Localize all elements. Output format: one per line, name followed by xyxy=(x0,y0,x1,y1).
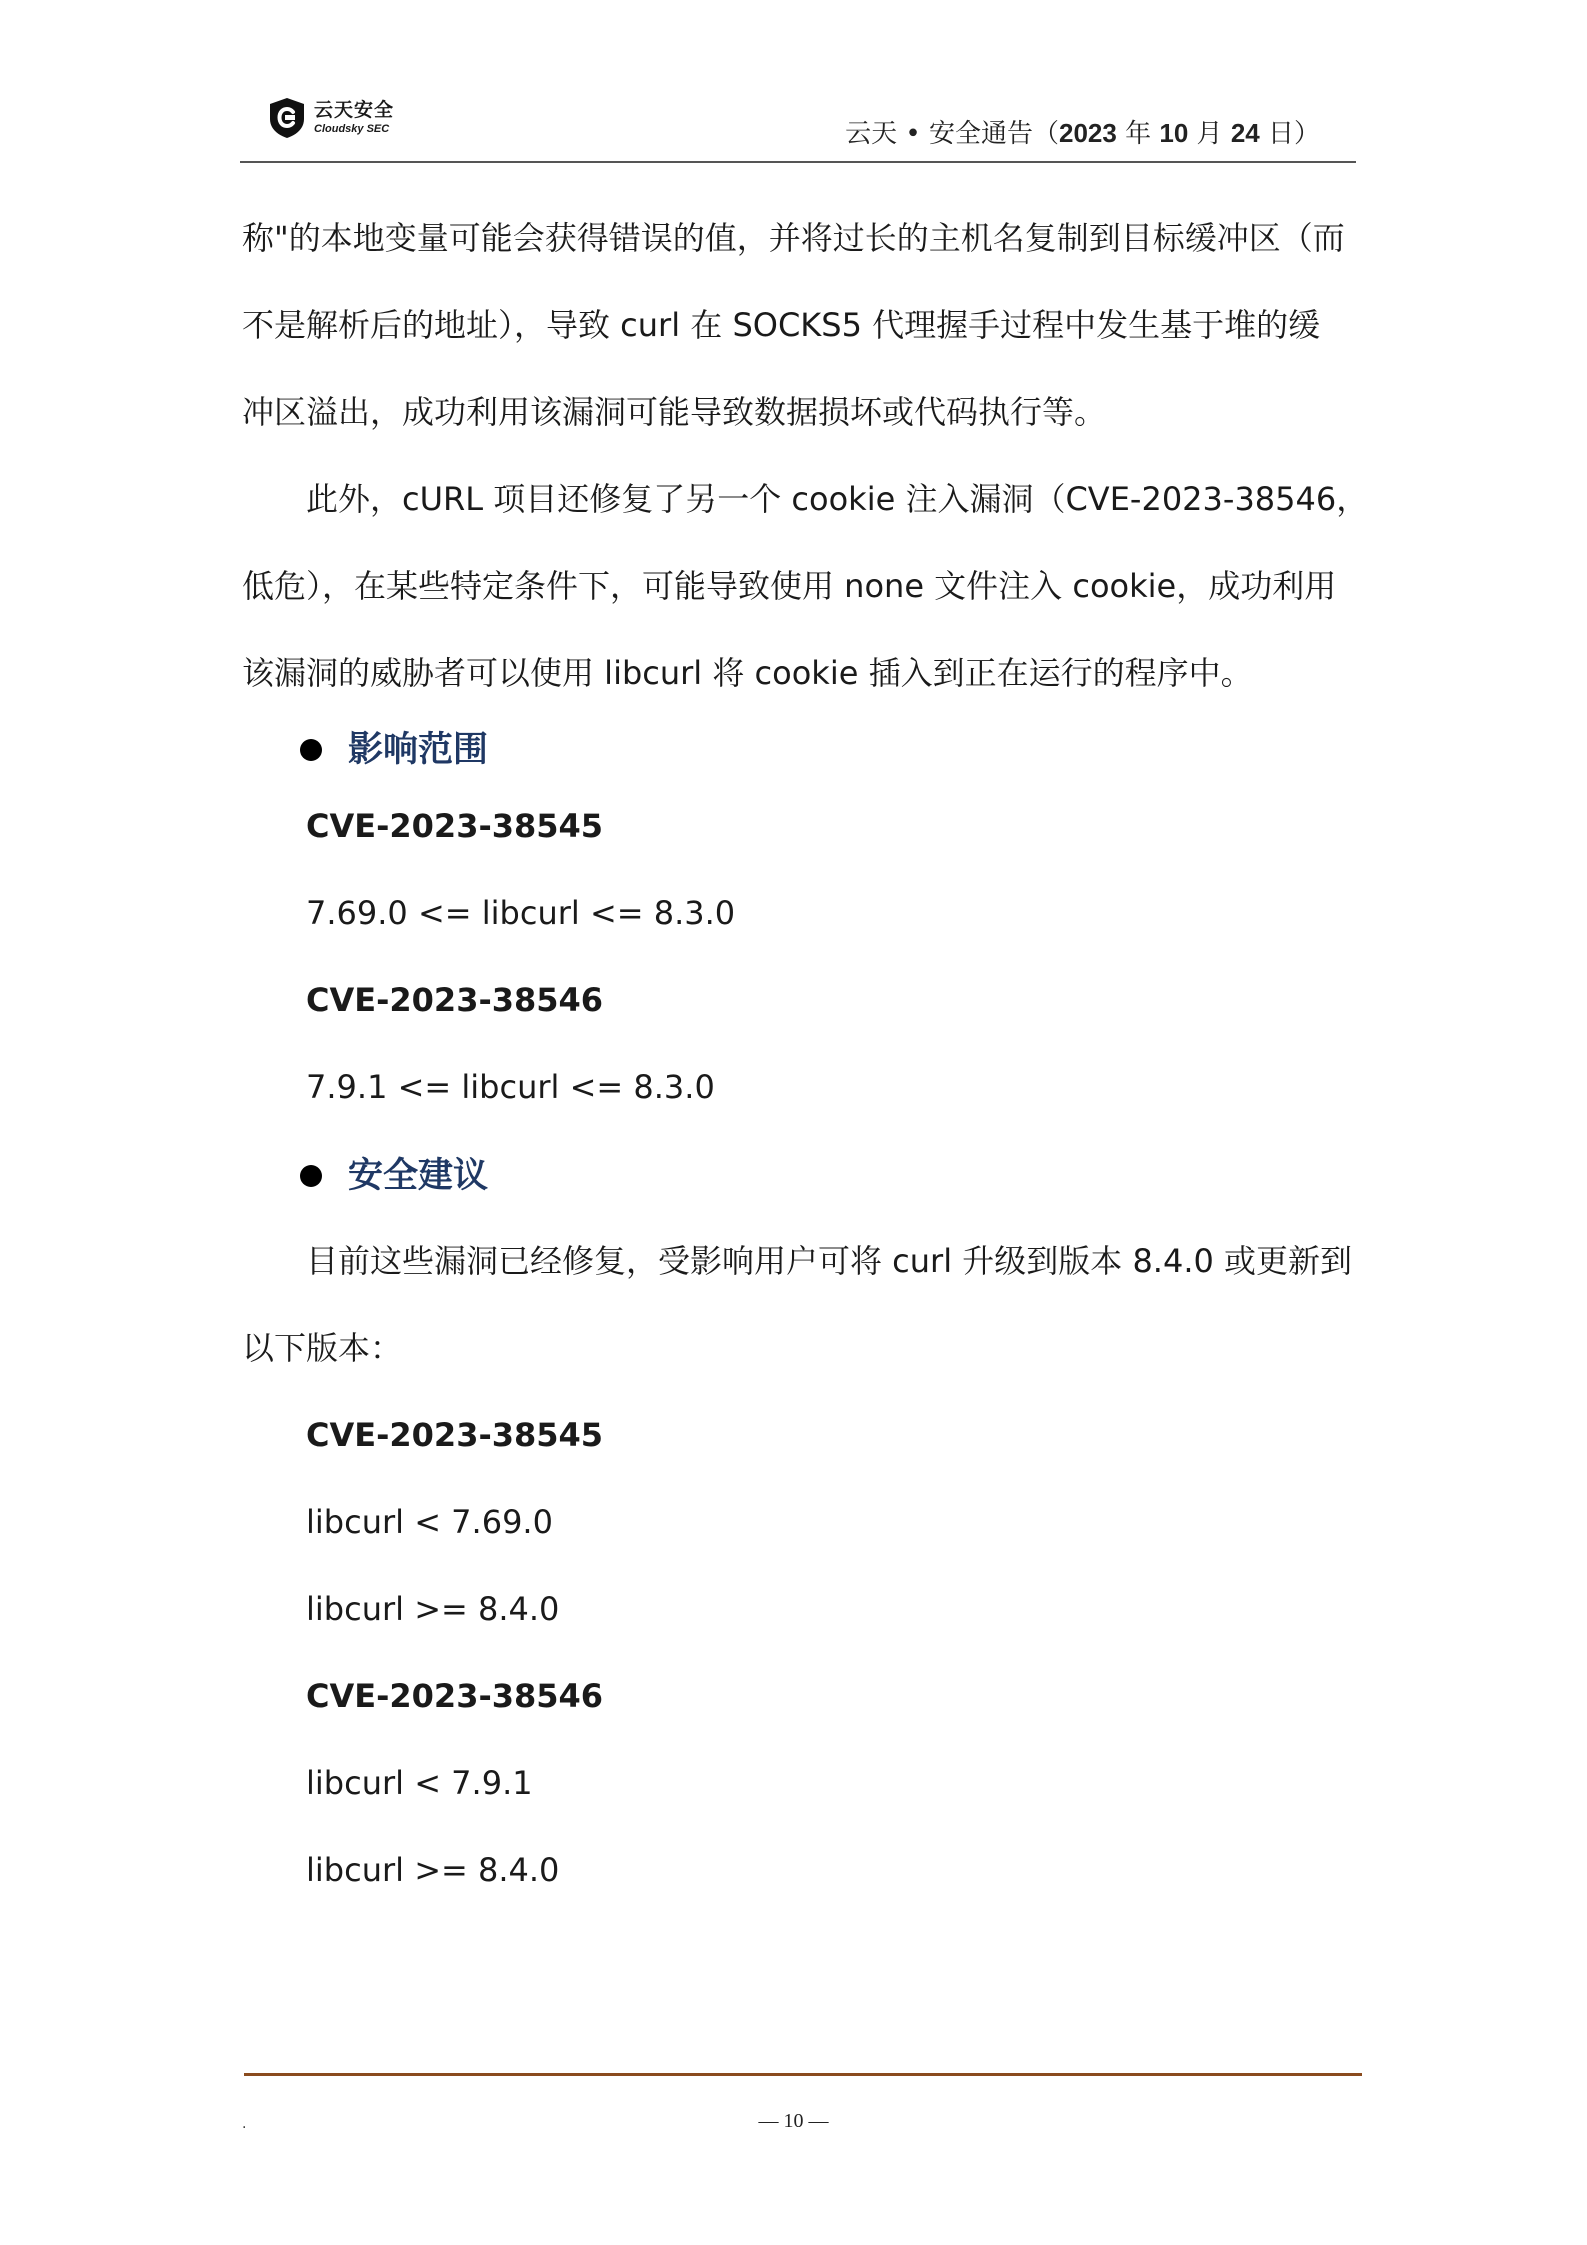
paragraph-line: 称"的本地变量可能会获得错误的值，并将过长的主机名复制到目标缓冲区（而 xyxy=(242,219,1345,257)
footer-divider xyxy=(244,2073,1362,2076)
header-day: 24 xyxy=(1230,118,1260,148)
affected-version-range: 7.69.0 <= libcurl <= 8.3.0 xyxy=(306,894,736,932)
logo-chinese-name: 云天安全 xyxy=(314,99,395,121)
bullet-icon xyxy=(300,739,322,761)
fixed-version: libcurl >= 8.4.0 xyxy=(306,1851,560,1889)
fixed-version: libcurl >= 8.4.0 xyxy=(306,1590,560,1628)
cve-id: CVE-2023-38546 xyxy=(306,981,604,1019)
paragraph-line: 此外，cURL 项目还修复了另一个 cookie 注入漏洞（CVE-2023-38546， xyxy=(306,480,1369,518)
header-month: 10 xyxy=(1159,118,1189,148)
header-year-unit: 年 xyxy=(1116,119,1160,149)
section-heading-impact xyxy=(300,730,488,770)
fixed-version: libcurl < 7.9.1 xyxy=(306,1764,533,1802)
section-heading-advice xyxy=(300,1156,488,1196)
paragraph-line: 以下版本： xyxy=(242,1329,403,1367)
paragraph-line: 低危），在某些特定条件下，可能导致使用 none 文件注入 cookie，成功利用 xyxy=(242,567,1337,605)
header-day-unit: 日） xyxy=(1259,119,1320,149)
shield-logo-icon xyxy=(268,97,306,139)
header-title-prefix: 云天 • 安全通告（ xyxy=(845,119,1059,149)
page-header xyxy=(240,95,1356,161)
paragraph-line: 冲区溢出，成功利用该漏洞可能导致数据损坏或代码执行等。 xyxy=(242,393,1107,431)
paragraph-line: 目前这些漏洞已经修复，受影响用户可将 curl 升级到版本 8.4.0 或更新到 xyxy=(306,1242,1353,1280)
logo-wordmark xyxy=(314,101,394,135)
paragraph-line: 该漏洞的威胁者可以使用 libcurl 将 cookie 插入到正在运行的程序中。 xyxy=(242,654,1253,692)
section-heading-text: 影响范围 xyxy=(348,730,489,770)
header-year: 2023 xyxy=(1058,118,1117,148)
affected-version-range: 7.9.1 <= libcurl <= 8.3.0 xyxy=(306,1068,715,1106)
cve-id: CVE-2023-38545 xyxy=(306,807,604,845)
cve-id: CVE-2023-38546 xyxy=(306,1677,604,1715)
company-logo xyxy=(268,97,394,139)
logo-english-name: Cloudsky SEC xyxy=(314,123,390,135)
header-title xyxy=(845,113,1320,150)
bullet-icon xyxy=(300,1165,322,1187)
footer-dot: . xyxy=(242,2116,247,2132)
section-heading-text: 安全建议 xyxy=(348,1156,489,1196)
cve-id: CVE-2023-38545 xyxy=(306,1416,604,1454)
fixed-version: libcurl < 7.69.0 xyxy=(306,1503,553,1541)
page-number: — 10 — xyxy=(758,2110,829,2132)
paragraph-line: 不是解析后的地址），导致 curl 在 SOCKS5 代理握手过程中发生基于堆的缓 xyxy=(242,306,1321,344)
header-month-unit: 月 xyxy=(1188,119,1231,149)
header-divider xyxy=(240,161,1356,163)
